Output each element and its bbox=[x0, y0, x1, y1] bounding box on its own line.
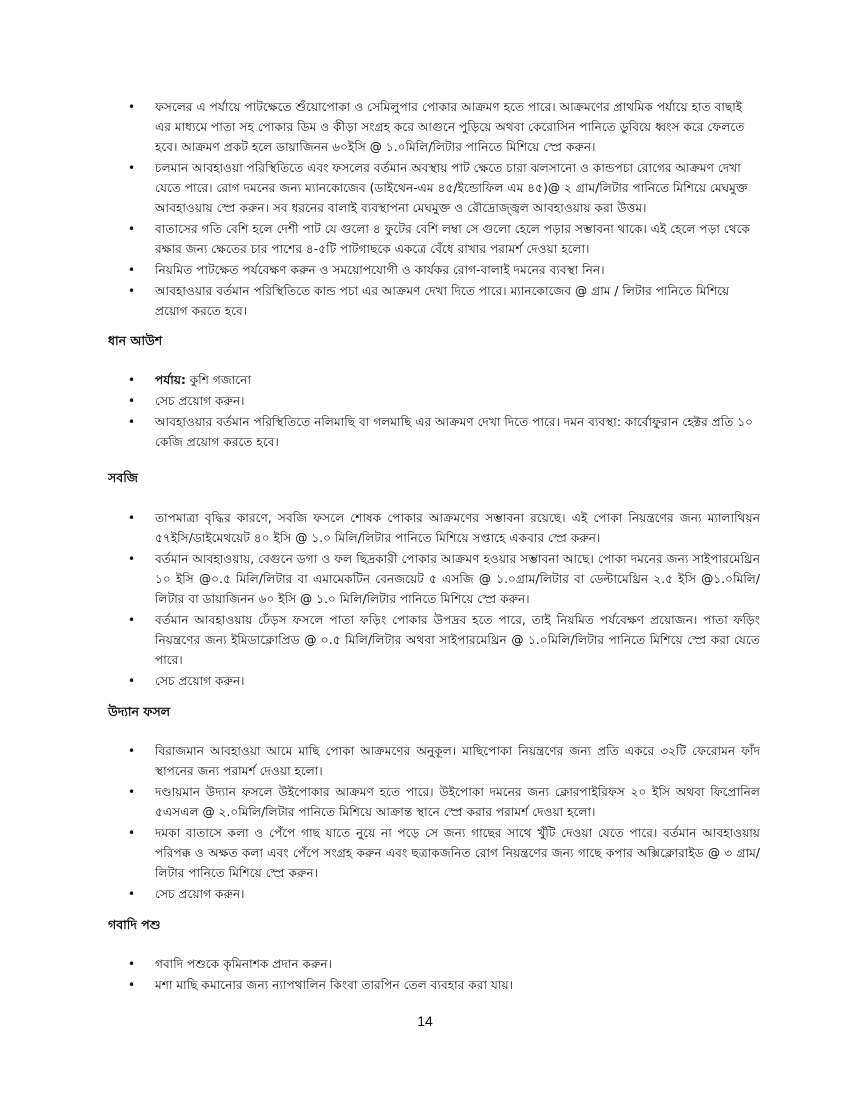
list-item bbox=[108, 610, 760, 670]
list-item-text: দমকা বাতাসে কলা ও পেঁপে গাছ যাতে নুয়ে না পড়ে সে জন্য গাছের সাথে খুঁটি দেওয়া যেতে পারে। বর্তমান আবহাওয়ায় পরিপক্ক ও অক্ষত কলা এবং পেঁপে সংগ্রহ করুন এবং ছত্রাকজনিত রোগ নিয়ন্ত্রণের জন্য গাছে কপার অক্সিক্লোরাইড @ ৩ গ্রাম/ লিটার পানিতে মিশিয়ে স্প্রে করুন। bbox=[155, 826, 760, 880]
aus-rice-bullet-list bbox=[108, 370, 760, 452]
horticulture-bullet-list bbox=[108, 741, 760, 904]
list-item-text: ফসলের এ পর্যায়ে পাটক্ষেতে শুঁয়োপোকা ও সেমিলুপার পোকার আক্রমণ হতে পারে। আক্রমণের প্রাথমিক পর্যায়ে হাত বাছাই এর মাধ্যমে পাতা সহ পোকার ডিম ও কীড়া সংগ্রহ করে আগুনে পুড়িয়ে অথবা কেরোসিন পানিতে ডুবিয়ে ধ্বংস করে ফেলতে হবে। আক্রমণ প্রকট হলে ডায়াজিনন ৬০ইসি @ ১.০মিলি/লিটার পানিতে মিশিয়ে স্প্রে করুন। bbox=[155, 100, 745, 154]
list-item-text: চলমান আবহাওয়া পরিস্থিতিতে এবং ফসলের বর্তমান অবস্থায় পাট ক্ষেতে চারা ঝলসানো ও কান্ডপচা রোগের আক্রমণ দেখা যেতে পারে। রোগ দমনের জন্য ম্যানকোজেব (ডাইথেন-এম ৪৫/ইন্ডোফিল এম ৪৫)@ ২ গ্রাম/লিটার পানিতে মিশিয়ে মেঘমুক্ত আবহাওয়ায় স্প্রে করুন। সব ধরনের বালাই ব্যবস্থাপনা মেঘমুক্ত ও রৌদ্রোজ্জ্বল আবহাওয়ায় করা উত্তম। bbox=[155, 161, 748, 215]
bullet-icon: • bbox=[128, 222, 136, 236]
livestock-section bbox=[108, 954, 760, 996]
stage-label: পর্যায়: bbox=[155, 373, 186, 387]
bullet-icon: • bbox=[128, 552, 136, 566]
vegetables-heading: সবজি bbox=[108, 470, 138, 485]
livestock-bullet-list bbox=[108, 954, 760, 995]
list-item bbox=[108, 549, 760, 609]
list-item bbox=[108, 412, 760, 452]
bullet-icon: • bbox=[128, 978, 136, 992]
stage-value: কুশি গজানো bbox=[185, 373, 251, 387]
list-item bbox=[108, 391, 760, 411]
vegetables-bullet-list bbox=[108, 508, 760, 691]
list-item bbox=[108, 741, 760, 781]
list-item bbox=[108, 158, 760, 218]
list-item bbox=[108, 975, 760, 995]
list-item-text: দণ্ডায়মান উদ্যান ফসলে উইপোকার আক্রমণ হতে পারে। উইপোকা দমনের জন্য ক্লোরপাইরিফস ২০ ইসি অথবা ফিপ্রোনিল ৫এসএল @ ২.০মিলি/লিটার পানিতে মিশিয়ে আক্রান্ত স্থানে স্প্রে করার পরামর্শ দেওয়া হলো। bbox=[155, 785, 760, 819]
list-item bbox=[108, 281, 760, 321]
bullet-icon: • bbox=[128, 826, 136, 840]
bullet-icon: • bbox=[128, 744, 136, 758]
bullet-icon: • bbox=[128, 613, 136, 627]
jute-bullet-list bbox=[108, 97, 760, 321]
list-item-text: বর্তমান আবহাওয়ায়, বেগুনে ডগা ও ফল ছিদ্রকারী পোকার আক্রমণ হওয়ার সম্ভাবনা আছে। পোকা দমনের জন্য সাইপারমেথ্রিন ১০ ইসি @০.৫ মিলি/লিটার বা এমামেকটিন বেনজয়েট ৫ এসজি @ ১.০গ্রাম/লিটার বা ডেল্টামেথ্রিন ২.৫ ইসি @১.০মিলি/লিটার বা ডায়াজিনন ৬০ ইসি @ ১.০ মিলি/লিটার পানিতে মিশিয়ে স্প্রে করুন। bbox=[155, 552, 760, 606]
horticulture-heading: উদ্যান ফসল bbox=[108, 704, 171, 719]
list-item bbox=[108, 823, 760, 883]
list-item-text: সেচ প্রয়োগ করুন। bbox=[155, 674, 245, 688]
bullet-icon: • bbox=[128, 957, 136, 971]
list-item bbox=[108, 954, 760, 974]
list-item-text: বর্তমান আবহাওয়ায় ঢেঁড়স ফসলে পাতা ফড়িং পোকার উপদ্রব হতে পারে, তাই নিয়মিত পর্যবেক্ষণ প্রয়োজন। পাতা ফড়িং নিয়ন্ত্রণের জন্য ইমিডাক্লোপ্রিড @ ০.৫ মিলি/লিটার অথবা সাইপারমেথ্রিন @ ১.০মিলি/লিটার পানিতে মিশিয়ে স্প্রে করা যেতে পারে। bbox=[155, 613, 760, 667]
list-item bbox=[108, 260, 760, 280]
list-item-text: সেচ প্রয়োগ করুন। bbox=[155, 394, 245, 408]
bullet-icon: • bbox=[128, 373, 136, 387]
bullet-icon: • bbox=[128, 100, 136, 114]
list-item-text: সেচ প্রয়োগ করুন। bbox=[155, 887, 245, 901]
vegetables-section bbox=[108, 508, 760, 692]
list-item-text: বিরাজমান আবহাওয়া আমে মাছি পোকা আক্রমণের অনুকূল। মাছিপোকা নিয়ন্ত্রণের জন্য প্রতি একরে ৩২টি ফেরোমন ফাঁদ স্থাপনের জন্য পরামর্শ দেওয়া হলো। bbox=[155, 744, 760, 778]
list-item bbox=[108, 671, 760, 691]
list-item-text: বাতাসের গতি বেশি হলে দেশী পাট যে গুলো ৪ ফুটের বেশি লম্বা সে গুলো হেলে পড়ার সম্ভাবনা থাকে। এই হেলে পড়া থেকে রক্ষার জন্য ক্ষেতের চার পাশের ৪-৫টি পাটগাছকে একত্রে বেঁধে রাখার পরামর্শ দেওয়া হলো। bbox=[155, 222, 751, 256]
livestock-heading: গবাদি পশু bbox=[108, 917, 161, 932]
bullet-icon: • bbox=[128, 263, 136, 277]
list-item-text: নিয়মিত পাটক্ষেত পর্যবেক্ষণ করুন ও সময়োপযোগী ও কার্যকর রোগ-বালাই দমনের ব্যবস্থা নিন। bbox=[155, 263, 605, 277]
bullet-icon: • bbox=[128, 887, 136, 901]
list-item bbox=[108, 884, 760, 904]
aus-rice-section bbox=[108, 370, 760, 453]
list-item-text: গবাদি পশুকে কৃমিনাশক প্রদান করুন। bbox=[155, 957, 333, 971]
bullet-icon: • bbox=[128, 785, 136, 799]
list-item bbox=[108, 782, 760, 822]
bullet-icon: • bbox=[128, 415, 136, 429]
list-item-text: আবহাওয়ার বর্তমান পরিস্থিতিতে কান্ড পচা এর আক্রমণ দেখা দিতে পারে। ম্যানকোজেব @ গ্রাম / লিটার পানিতে মিশিয়ে প্রয়োগ করতে হবে। bbox=[155, 284, 730, 318]
list-item-text: মশা মাছি কমানোর জন্য ন্যাপথালিন কিংবা তারপিন তেল ব্যবহার করা যায়। bbox=[155, 978, 514, 992]
aus-rice-heading: ধান আউশ bbox=[108, 333, 163, 348]
list-item bbox=[108, 508, 760, 548]
bullet-icon: • bbox=[128, 674, 136, 688]
horticulture-section bbox=[108, 741, 760, 905]
list-item bbox=[108, 370, 760, 390]
list-item-text: তাপমাত্রা বৃদ্ধির কারণে, সবজি ফসলে শোষক পোকার আক্রমণের সম্ভাবনা রয়েছে। এই পোকা নিয়ন্ত্রণের জন্য ম্যালাথিয়ন ৫৭ইসি/ডাইমেথয়েট ৪০ ইসি @ ১.০ মিলি/লিটার পানিতে মিশিয়ে সপ্তাহে একবার স্প্রে করুন। bbox=[155, 511, 760, 545]
page-number: 14 bbox=[417, 1013, 433, 1029]
list-item-text: আবহাওয়ার বর্তমান পরিস্থিতিতে নলিমাছি বা গলমাছি এর আক্রমণ দেখা দিতে পারে। দমন ব্যবস্থা: কার্বোফুরান হেক্টর প্রতি ১০ কেজি প্রয়োগ করতে হবে। bbox=[155, 415, 754, 449]
bullet-icon: • bbox=[128, 511, 136, 525]
bullet-icon: • bbox=[128, 161, 136, 175]
bullet-icon: • bbox=[128, 394, 136, 408]
list-item bbox=[108, 219, 760, 259]
bullet-icon: • bbox=[128, 284, 136, 298]
list-item bbox=[108, 97, 760, 157]
jute-section bbox=[108, 97, 760, 322]
